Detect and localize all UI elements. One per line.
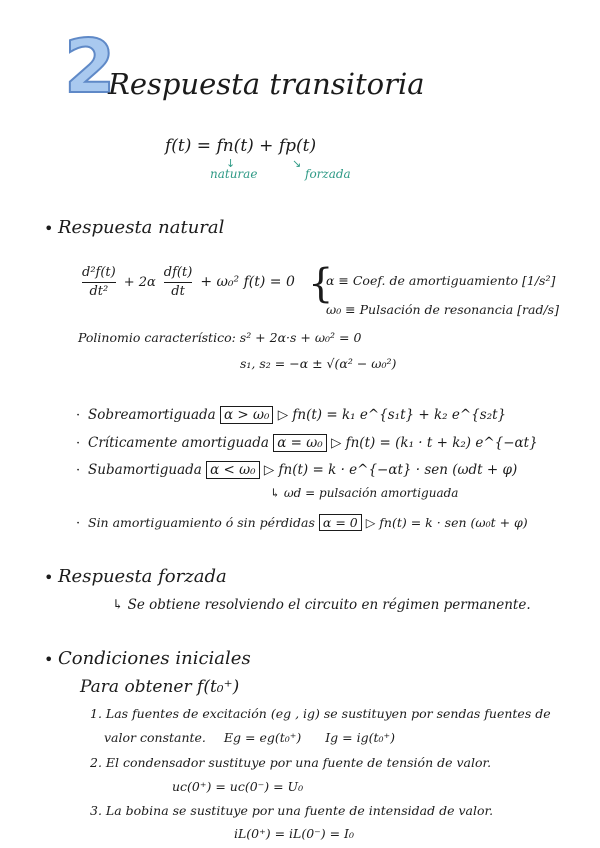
alpha-definition: α ≡ Coef. de amortiguamiento [1/s²] — [326, 273, 556, 288]
initial-item1-line2 — [104, 730, 395, 745]
initial-item2-eq: uc(0⁺) = uc(0⁻) = U₀ — [172, 779, 304, 794]
case-bullet-icon: · — [76, 516, 81, 531]
item1-text: valor constante. — [104, 730, 206, 745]
initial-item3: 3. La bobina se sustituye por una fuente de intensidad de valor. — [90, 803, 494, 818]
label-natural: naturae — [210, 167, 258, 181]
case-lossless-result: ▷ fn(t) = k · sen (ω₀t + φ) — [365, 515, 528, 530]
frac1-den: dt² — [89, 283, 109, 299]
page-title: Respuesta transitoria — [108, 67, 425, 101]
brace-icon: { — [308, 261, 334, 307]
case-under — [88, 462, 517, 478]
arrow-forced-icon: ↘ — [292, 157, 302, 170]
frac1-num: d²f(t) — [82, 265, 116, 280]
case-over — [88, 407, 506, 423]
polynomial: Polinomio característico: s² + 2α·s + ω₀² = 0 — [78, 330, 362, 345]
intro-equation: f(t) = fn(t) + fp(t) — [165, 136, 317, 156]
roots: s₁, s₂ = −α ± √(α² − ω₀²) — [240, 356, 397, 371]
initial-item1-line1: 1. Las fuentes de excitación (eg , ig) se sustituyen por sendas fuentes de — [90, 706, 551, 721]
case-over-result: ▷ fn(t) = k₁ e^{s₁t} + k₂ e^{s₂t} — [277, 407, 507, 423]
bullet-icon: • — [44, 650, 54, 669]
item1-eg: Eg = eg(t₀⁺) — [223, 730, 302, 745]
case-lossless-condition: α = 0 — [319, 514, 362, 531]
diff-plus1: + 2α — [123, 274, 156, 290]
frac-first-derivative — [164, 266, 193, 298]
w0-definition: ω₀ ≡ Pulsación de resonancia [rad/s] — [326, 302, 559, 317]
case-under-name: Subamortiguada — [88, 462, 202, 478]
case-lossless-name: Sin amortiguamiento ó sin pérdidas — [88, 515, 315, 530]
case-bullet-icon: · — [76, 436, 81, 451]
case-critical-condition: α = ω₀ — [273, 434, 326, 452]
arrow-natural-icon: ↓ — [226, 157, 236, 170]
heading-forced: Respuesta forzada — [58, 566, 227, 587]
label-forced: forzada — [305, 167, 351, 181]
bullet-icon: • — [44, 219, 54, 238]
diff-equation — [82, 266, 295, 298]
case-critical-result: ▷ fn(t) = (k₁ · t + k₂) e^{−αt} — [330, 435, 538, 451]
case-critical — [88, 435, 538, 451]
case-lossless — [88, 515, 528, 530]
heading-natural: Respuesta natural — [58, 217, 225, 238]
diff-tail: + ω₀² f(t) = 0 — [200, 274, 295, 291]
case-under-result: ▷ fn(t) = k · e^{−αt} · sen (ωdt + φ) — [263, 462, 518, 478]
case-bullet-icon: · — [76, 463, 81, 478]
initial-subheading: Para obtener f(t₀⁺) — [80, 677, 240, 697]
frac2-den: dt — [171, 283, 185, 299]
item1-ig: Ig = ig(t₀⁺) — [325, 730, 395, 745]
case-bullet-icon: · — [76, 408, 81, 423]
forced-note: ↳ Se obtiene resolviendo el circuito en régimen permanente. — [112, 597, 531, 613]
bullet-icon: • — [44, 568, 54, 587]
case-over-condition: α > ω₀ — [220, 406, 273, 424]
frac2-num: df(t) — [163, 265, 193, 280]
heading-initial: Condiciones iniciales — [58, 648, 251, 669]
frac-second-derivative — [82, 266, 116, 298]
initial-item3-eq: iL(0⁺) = iL(0⁻) = I₀ — [234, 826, 354, 841]
initial-item2: 2. El condensador sustituye por una fuente de tensión de valor. — [90, 755, 492, 770]
section-number: 2 — [64, 24, 116, 110]
case-over-name: Sobreamortiguada — [88, 407, 216, 423]
wd-note: ↳ ωd = pulsación amortiguada — [270, 486, 459, 500]
case-critical-name: Críticamente amortiguada — [88, 435, 269, 451]
case-under-condition: α < ω₀ — [206, 461, 259, 479]
